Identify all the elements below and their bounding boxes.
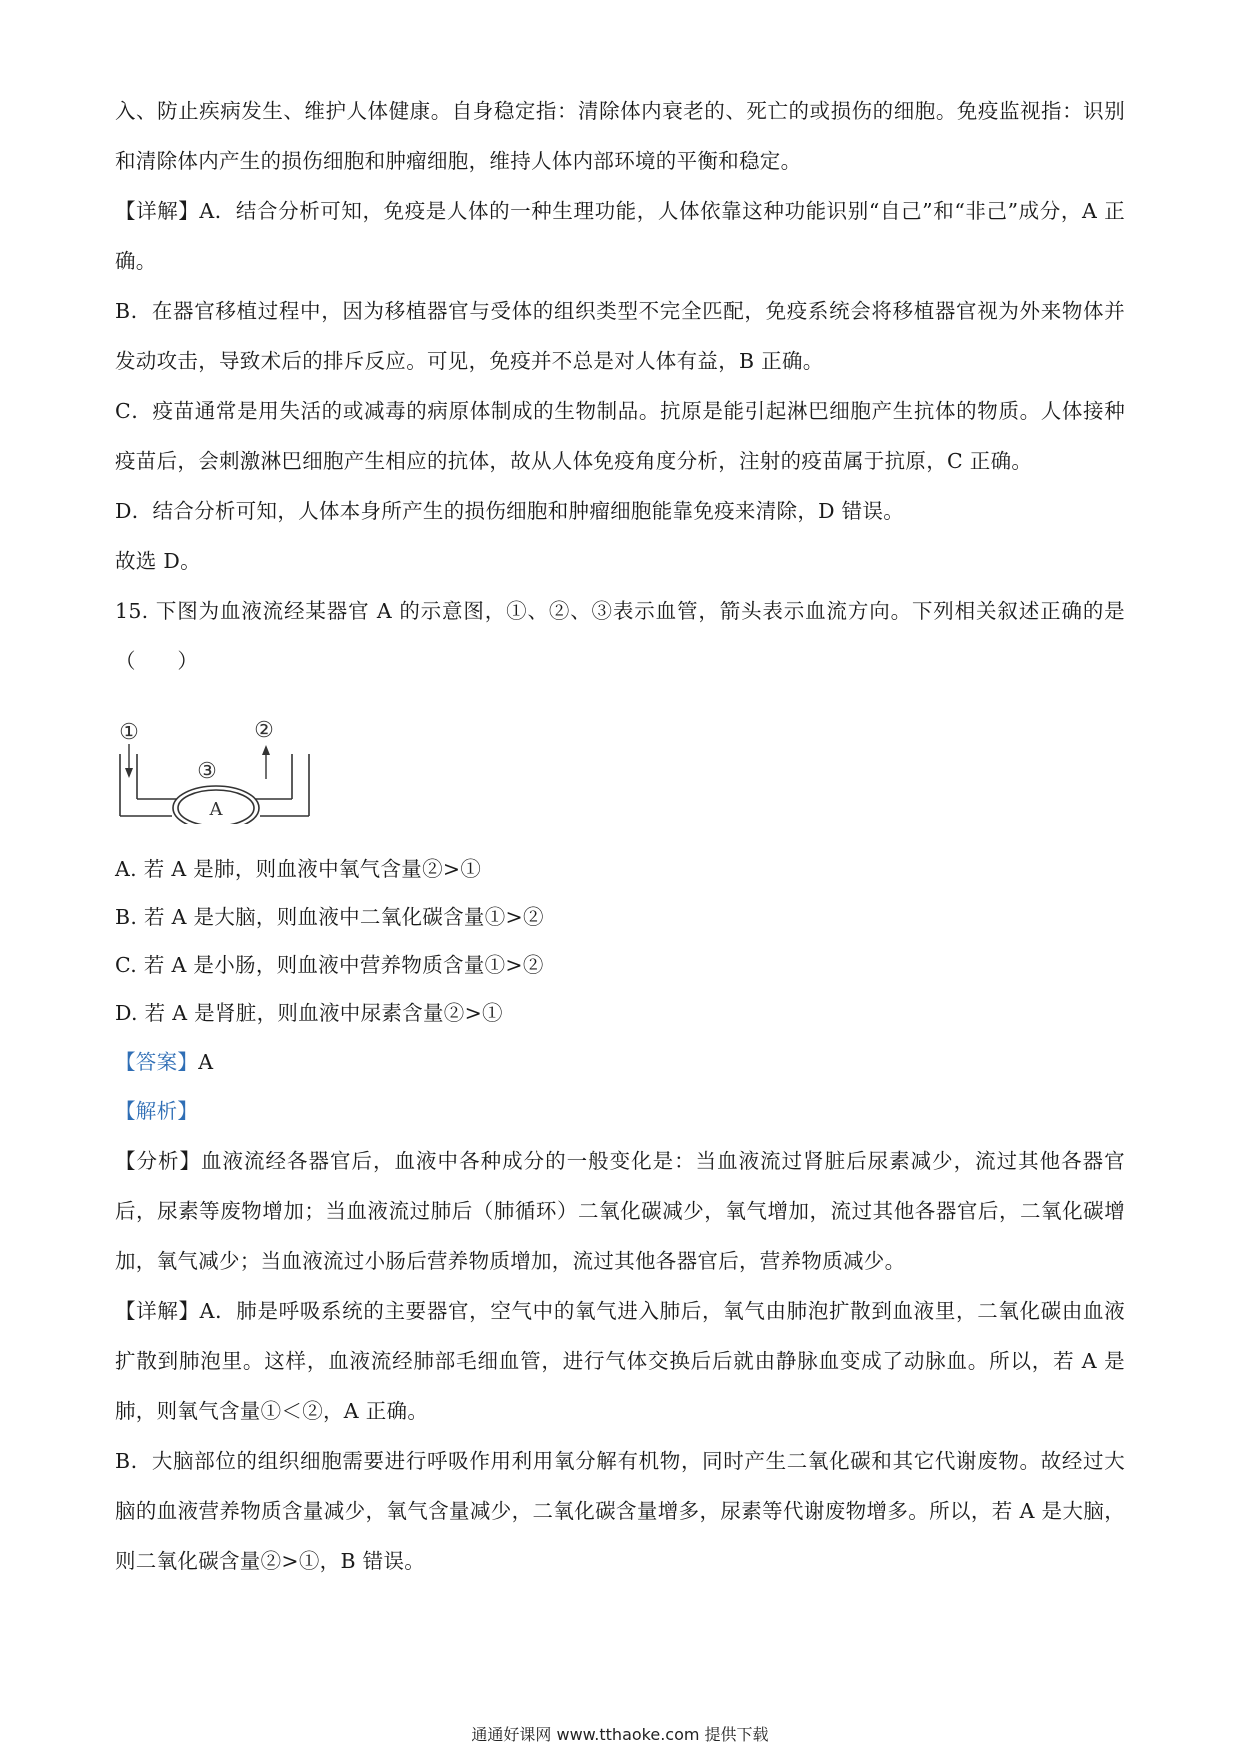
answer-label: 【答案】 <box>115 1050 199 1074</box>
option-b: B. 若 A 是大脑，则血液中二氧化碳含量①>② <box>115 905 544 929</box>
analysis-label: 【解析】 <box>115 1099 199 1123</box>
organ-label: A <box>209 799 223 820</box>
detail-c-paragraph: C．疫苗通常是用失活的或减毒的病原体制成的生物制品。抗原是能引起淋巴细胞产生抗体的物质。人体接种疫苗后，会刺激淋巴细胞产生相应的抗体，故从人体免疫角度分析，注射的疫苗属于抗原，C 正确。 <box>115 399 1125 473</box>
question-15-stem: 15. 下图为血液流经某器官 A 的示意图，①、②、③表示血管，箭头表示血流方向。下列相关叙述正确的是（ ） <box>115 599 1125 673</box>
detail-d-paragraph: D．结合分析可知，人体本身所产生的损伤细胞和肿瘤细胞能靠免疫来清除，D 错误。 <box>115 499 905 523</box>
analysis-detail-a-paragraph: 【详解】A．肺是呼吸系统的主要器官，空气中的氧气进入肺后，氧气由肺泡扩散到血液里，二氧化碳由血液扩散到肺泡里。这样，血液流经肺部毛细血管，进行气体交换后后就由静脉血变成了动脉血。所以，若 A 是肺，则氧气含量①＜②，A 正确。 <box>115 1299 1125 1423</box>
up-arrow-icon <box>262 745 270 779</box>
option-c: C. 若 A 是小肠，则血液中营养物质含量①>② <box>115 953 544 977</box>
answer-value: A <box>198 1050 214 1074</box>
option-d: D. 若 A 是肾脏，则血液中尿素含量②>① <box>115 1001 503 1025</box>
down-arrow-icon <box>125 744 133 778</box>
answer-line <box>115 1047 213 1077</box>
blood-flow-diagram <box>112 694 342 824</box>
analysis-summary-paragraph: 【分析】血液流经各器官后，血液中各种成分的一般变化是：当血液流过肾脏后尿素减少，流过其他各器官后，尿素等废物增加；当血液流过肺后（肺循环）二氧化碳减少，氧气增加，流过其他各器官后，二氧化碳增加，氧气减少；当血液流过小肠后营养物质增加，流过其他各器官后，营养物质减少。 <box>115 1149 1125 1273</box>
page-footer: 通通好课网 www.tthaoke.com 提供下载 <box>471 1725 769 1744</box>
detail-b-paragraph: B．在器官移植过程中，因为移植器官与受体的组织类型不完全匹配，免疫系统会将移植器官视为外来物体并发动攻击，导致术后的排斥反应。可见，免疫并不总是对人体有益，B 正确。 <box>115 299 1125 373</box>
vessel-label-3: ③ <box>197 759 217 784</box>
vessel-label-2: ② <box>254 718 274 743</box>
intro-paragraph: 入、防止疾病发生、维护人体健康。自身稳定指：清除体内衰老的、死亡的或损伤的细胞。免疫监视指：识别和清除体内产生的损伤细胞和肿瘤细胞，维持人体内部环境的平衡和稳定。 <box>115 99 1125 173</box>
option-a: A. 若 A 是肺，则血液中氧气含量②>① <box>115 857 482 881</box>
vessel-label-1: ① <box>119 720 139 745</box>
detail-a-paragraph: 【详解】A．结合分析可知，免疫是人体的一种生理功能，人体依靠这种功能识别“自己”和“非己”成分，A 正确。 <box>115 199 1125 273</box>
conclusion-line: 故选 D。 <box>115 549 201 573</box>
analysis-detail-b-paragraph: B．大脑部位的组织细胞需要进行呼吸作用利用氧分解有机物，同时产生二氧化碳和其它代谢废物。故经过大脑的血液营养物质含量减少，氧气含量减少，二氧化碳含量增多，尿素等代谢废物增多。所以，若 A 是大脑，则二氧化碳含量②>①，B 错误。 <box>115 1449 1125 1573</box>
